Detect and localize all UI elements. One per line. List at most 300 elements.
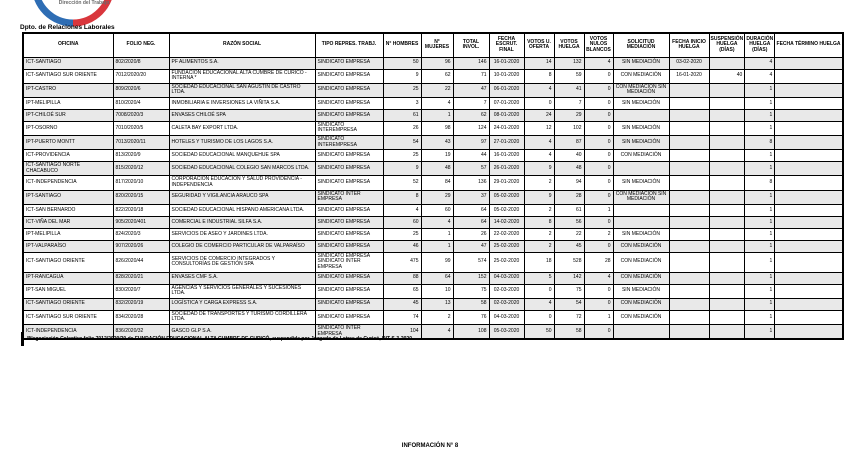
- cell-duracion: 1: [745, 216, 775, 228]
- cell-tipo: SINDICATO EMPRESA: [315, 162, 383, 176]
- cell-oficina: IPT-VALPARAÍSO: [23, 240, 113, 252]
- cell-votos_nulos: 0: [584, 69, 613, 83]
- cell-votos_nulos: 0: [584, 240, 613, 252]
- cell-oficina: IPT-PUERTO MONTT: [23, 136, 113, 150]
- table-body: [23, 57, 843, 339]
- cell-tipo: SINDICATO EMPRESA: [315, 109, 383, 121]
- cell-votos_huelga: 59: [554, 69, 584, 83]
- cell-total: 64: [453, 216, 489, 228]
- cell-votos_oferta: 2: [524, 228, 554, 240]
- cell-votos_huelga: 528: [554, 252, 584, 272]
- cell-oficina: IPT-MELIPILLA: [23, 228, 113, 240]
- cell-suspension: [709, 228, 745, 240]
- cell-hombres: 25: [383, 228, 421, 240]
- cell-folio: 828/2020/21: [113, 272, 169, 284]
- cell-suspension: [709, 240, 745, 252]
- cell-votos_oferta: 12: [524, 121, 554, 135]
- cell-duracion: 1: [745, 190, 775, 204]
- cell-duracion: 8: [745, 176, 775, 190]
- cell-duracion: 1: [745, 204, 775, 216]
- cell-mujeres: 64: [421, 272, 453, 284]
- column-header-tipo: TIPO REPRES. TRABJ.: [315, 33, 383, 57]
- cell-fecha_inicio: [669, 216, 709, 228]
- column-header-votos_nulos: VOTOS NULOS BLANCOS: [584, 33, 613, 57]
- cell-total: 44: [453, 150, 489, 162]
- cell-mujeres: 1: [421, 228, 453, 240]
- cell-solicitud: CON MEDIACIÓN: [613, 69, 669, 83]
- cell-mujeres: 1: [421, 109, 453, 121]
- cell-mujeres: 84: [421, 176, 453, 190]
- cell-mujeres: 99: [421, 252, 453, 272]
- cell-total: 47: [453, 83, 489, 97]
- cell-fecha_inicio: [669, 240, 709, 252]
- cell-razon: COMERCIAL E INDUSTRIAL SILFA S.A.: [169, 216, 315, 228]
- cell-folio: 822/2020/18: [113, 204, 169, 216]
- table-row: [23, 176, 843, 190]
- cell-solicitud: CON MEDIACIÓN: [613, 252, 669, 272]
- cell-fecha_termino: [775, 272, 843, 284]
- cell-fecha_escrut: 02-03-2020: [489, 298, 524, 310]
- cell-votos_huelga: 28: [554, 190, 584, 204]
- cell-solicitud: CON MEDIACIÓN: [613, 272, 669, 284]
- cell-duracion: 1: [745, 284, 775, 298]
- cell-suspension: 40: [709, 69, 745, 83]
- cell-votos_nulos: 0: [584, 190, 613, 204]
- cell-folio: 7008/2020/3: [113, 109, 169, 121]
- cell-oficina: ICT-SANTIAGO: [23, 57, 113, 69]
- cell-mujeres: 19: [421, 150, 453, 162]
- cell-duracion: 1: [745, 162, 775, 176]
- cell-fecha_escrut: 24-01-2020: [489, 121, 524, 135]
- column-header-votos_oferta: VOTOS U. OFERTA: [524, 33, 554, 57]
- footnote: *Negociación Colectiva folio 7012/2020/20 de FUNDACIÓN EDUCACIONAL ALTA CUMBRE DE CURICÓ, suspendida por Juzgado de Letras de Curicó, RIT S-3-2020: [21, 332, 412, 346]
- cell-tipo: SINDICATO EMPRESA: [315, 69, 383, 83]
- cell-votos_nulos: 0: [584, 324, 613, 339]
- cell-folio: 7010/2020/5: [113, 121, 169, 135]
- cell-suspension: [709, 150, 745, 162]
- cell-oficina: ICT-SANTIAGO NORTE CHACABUCO: [23, 162, 113, 176]
- cell-fecha_termino: [775, 176, 843, 190]
- cell-total: 136: [453, 176, 489, 190]
- cell-votos_nulos: 0: [584, 121, 613, 135]
- cell-votos_huelga: 58: [554, 324, 584, 339]
- cell-folio: 7013/2020/11: [113, 136, 169, 150]
- cell-fecha_termino: [775, 228, 843, 240]
- table-row: [23, 310, 843, 324]
- cell-tipo: SINDICATO EMPRESA SINDICATO INTER EMPRESA: [315, 252, 383, 272]
- cell-votos_oferta: 4: [524, 150, 554, 162]
- cell-folio: 824/2020/3: [113, 228, 169, 240]
- table-row: [23, 204, 843, 216]
- report-table: [22, 32, 844, 340]
- cell-tipo: SINDICATO EMPRESA: [315, 228, 383, 240]
- cell-suspension: [709, 298, 745, 310]
- cell-fecha_escrut: 07-01-2020: [489, 97, 524, 109]
- cell-fecha_termino: [775, 252, 843, 272]
- cell-total: 97: [453, 136, 489, 150]
- column-header-votos_huelga: VOTOS HUELGA: [554, 33, 584, 57]
- cell-votos_nulos: 2: [584, 228, 613, 240]
- cell-fecha_termino: [775, 216, 843, 228]
- table-row: [23, 136, 843, 150]
- cell-solicitud: SIN MEDIACIÓN: [613, 136, 669, 150]
- cell-votos_huelga: 94: [554, 176, 584, 190]
- cell-mujeres: 48: [421, 162, 453, 176]
- cell-oficina: ICT-SANTIAGO ORIENTE: [23, 252, 113, 272]
- cell-mujeres: 1: [421, 240, 453, 252]
- column-header-mujeres: N° MUJERES: [421, 33, 453, 57]
- cell-hombres: 46: [383, 240, 421, 252]
- cell-razon: FUNDACIÓN EDUCACIONAL ALTA CUMBRE DE CURICÓ - INTERNA *: [169, 69, 315, 83]
- cell-fecha_termino: [775, 204, 843, 216]
- cell-solicitud: SIN MEDIACIÓN: [613, 228, 669, 240]
- cell-hombres: 88: [383, 272, 421, 284]
- cell-votos_huelga: 61: [554, 204, 584, 216]
- cell-hombres: 65: [383, 284, 421, 298]
- cell-hombres: 9: [383, 69, 421, 83]
- cell-hombres: 26: [383, 121, 421, 135]
- cell-votos_oferta: 5: [524, 272, 554, 284]
- cell-fecha_inicio: [669, 109, 709, 121]
- cell-votos_huelga: 132: [554, 57, 584, 69]
- cell-votos_nulos: 0: [584, 83, 613, 97]
- cell-tipo: SINDICATO INTEREMPRESA: [315, 121, 383, 135]
- cell-fecha_inicio: [669, 176, 709, 190]
- cell-oficina: ICT-SANTIAGO SUR ORIENTE: [23, 310, 113, 324]
- column-header-folio: FOLIO NEG.: [113, 33, 169, 57]
- cell-hombres: 104: [383, 324, 421, 339]
- cell-votos_nulos: 1: [584, 204, 613, 216]
- cell-duracion: 1: [745, 150, 775, 162]
- cell-oficina: IPT-RANCAGUA: [23, 272, 113, 284]
- cell-razon: HOTELES Y TURISMO DE LOS LAGOS S.A.: [169, 136, 315, 150]
- cell-tipo: SINDICATO INTEREMPRESA: [315, 136, 383, 150]
- cell-total: 58: [453, 298, 489, 310]
- cell-fecha_inicio: [669, 150, 709, 162]
- cell-fecha_termino: [775, 121, 843, 135]
- cell-votos_huelga: 40: [554, 150, 584, 162]
- cell-folio: 802/2020/8: [113, 57, 169, 69]
- cell-folio: 832/2020/19: [113, 298, 169, 310]
- table-header-row: [23, 33, 843, 57]
- cell-votos_nulos: 0: [584, 136, 613, 150]
- cell-fecha_termino: [775, 298, 843, 310]
- cell-duracion: 1: [745, 83, 775, 97]
- cell-fecha_escrut: 05-02-2020: [489, 190, 524, 204]
- cell-solicitud: CON MEDIACIÓN SIN MEDIACIÓN: [613, 83, 669, 97]
- cell-fecha_inicio: [669, 121, 709, 135]
- cell-fecha_inicio: [669, 310, 709, 324]
- cell-hombres: 25: [383, 83, 421, 97]
- cell-folio: 905/2020/401: [113, 216, 169, 228]
- cell-votos_huelga: 22: [554, 228, 584, 240]
- cell-solicitud: SIN MEDIACIÓN: [613, 121, 669, 135]
- cell-razon: SERVICIOS DE ASEO Y JARDINES LTDA.: [169, 228, 315, 240]
- cell-hombres: 4: [383, 204, 421, 216]
- cell-tipo: SINDICATO INTER EMPRESA: [315, 324, 383, 339]
- cell-votos_oferta: 0: [524, 310, 554, 324]
- cell-suspension: [709, 284, 745, 298]
- cell-votos_nulos: 0: [584, 298, 613, 310]
- table-row: [23, 216, 843, 228]
- page-title: Dpto. de Relaciones Laborales: [20, 24, 115, 31]
- cell-fecha_inicio: 16-01-2020: [669, 69, 709, 83]
- cell-solicitud: CON MEDIACIÓN: [613, 240, 669, 252]
- cell-votos_oferta: 50: [524, 324, 554, 339]
- cell-total: 146: [453, 57, 489, 69]
- cell-folio: 7012/2020/20: [113, 69, 169, 83]
- cell-fecha_escrut: 04-03-2020: [489, 310, 524, 324]
- cell-votos_oferta: 4: [524, 136, 554, 150]
- table-row: [23, 252, 843, 272]
- cell-oficina: ICT-SAN BERNARDO: [23, 204, 113, 216]
- cell-suspension: [709, 176, 745, 190]
- cell-fecha_termino: [775, 150, 843, 162]
- cell-fecha_termino: [775, 324, 843, 339]
- cell-votos_huelga: 45: [554, 240, 584, 252]
- cell-solicitud: [613, 324, 669, 339]
- cell-votos_huelga: 87: [554, 136, 584, 150]
- cell-votos_oferta: 4: [524, 83, 554, 97]
- cell-oficina: IPT-SANTIAGO: [23, 190, 113, 204]
- cell-suspension: [709, 190, 745, 204]
- cell-suspension: [709, 204, 745, 216]
- cell-razon: CALETA BAY EXPORT LTDA.: [169, 121, 315, 135]
- cell-fecha_inicio: [669, 190, 709, 204]
- cell-fecha_escrut: 10-01-2020: [489, 69, 524, 83]
- cell-mujeres: 10: [421, 284, 453, 298]
- cell-mujeres: 13: [421, 298, 453, 310]
- table-row: [23, 97, 843, 109]
- cell-fecha_escrut: 27-01-2020: [489, 136, 524, 150]
- cell-fecha_escrut: 05-03-2020: [489, 324, 524, 339]
- cell-folio: 813/2020/9: [113, 150, 169, 162]
- cell-votos_nulos: 1: [584, 310, 613, 324]
- cell-duracion: 1: [745, 109, 775, 121]
- cell-solicitud: SIN MEDIACIÓN: [613, 97, 669, 109]
- cell-suspension: [709, 324, 745, 339]
- table-row: [23, 162, 843, 176]
- cell-duracion: 1: [745, 121, 775, 135]
- cell-oficina: ICT-INDEPENDENCIA: [23, 176, 113, 190]
- cell-votos_nulos: 28: [584, 252, 613, 272]
- cell-fecha_inicio: [669, 284, 709, 298]
- table-row: [23, 150, 843, 162]
- cell-suspension: [709, 57, 745, 69]
- cell-folio: 834/2020/28: [113, 310, 169, 324]
- cell-tipo: SINDICATO EMPRESA: [315, 240, 383, 252]
- table-row: [23, 228, 843, 240]
- cell-oficina: IPT-CHILOÉ SUR: [23, 109, 113, 121]
- cell-folio: 830/2020/7: [113, 284, 169, 298]
- cell-razon: INMOBILIARIA E INVERSIONES LA VIÑITA S.A.: [169, 97, 315, 109]
- cell-mujeres: 22: [421, 83, 453, 97]
- cell-fecha_inicio: [669, 136, 709, 150]
- cell-suspension: [709, 136, 745, 150]
- cell-fecha_escrut: 22-02-2020: [489, 228, 524, 240]
- cell-votos_huelga: 29: [554, 109, 584, 121]
- cell-suspension: [709, 162, 745, 176]
- cell-razon: GASCO GLP S.A.: [169, 324, 315, 339]
- cell-votos_oferta: 4: [524, 298, 554, 310]
- cell-votos_oferta: 9: [524, 190, 554, 204]
- cell-folio: 836/2020/32: [113, 324, 169, 339]
- cell-fecha_escrut: 08-01-2020: [489, 109, 524, 121]
- cell-razon: SERVICIOS DE COMERCIO INTEGRADOS Y CONSULTORÍAS DE GESTIÓN SPA: [169, 252, 315, 272]
- cell-votos_huelga: 41: [554, 83, 584, 97]
- cell-folio: 815/2020/12: [113, 162, 169, 176]
- cell-hombres: 8: [383, 190, 421, 204]
- cell-hombres: 9: [383, 162, 421, 176]
- cell-solicitud: [613, 162, 669, 176]
- cell-votos_oferta: 24: [524, 109, 554, 121]
- cell-total: 108: [453, 324, 489, 339]
- cell-oficina: IPT-CASTRO: [23, 83, 113, 97]
- cell-suspension: [709, 97, 745, 109]
- cell-total: 62: [453, 109, 489, 121]
- cell-votos_oferta: 0: [524, 97, 554, 109]
- column-header-hombres: N° HOMBRES: [383, 33, 421, 57]
- cell-votos_nulos: 0: [584, 216, 613, 228]
- cell-votos_oferta: 0: [524, 284, 554, 298]
- cell-fecha_termino: [775, 97, 843, 109]
- cell-hombres: 61: [383, 109, 421, 121]
- cell-suspension: [709, 121, 745, 135]
- table-row: [23, 298, 843, 310]
- cell-oficina: IPT-MELIPILLA: [23, 97, 113, 109]
- cell-solicitud: CON MEDIACIÓN SIN MEDIACIÓN: [613, 190, 669, 204]
- cell-duracion: 4: [745, 69, 775, 83]
- cell-fecha_escrut: 25-02-2020: [489, 240, 524, 252]
- cell-razon: PF ALIMENTOS S.A.: [169, 57, 315, 69]
- cell-fecha_termino: [775, 69, 843, 83]
- cell-votos_huelga: 142: [554, 272, 584, 284]
- cell-razon: LOGÍSTICA Y CARGA EXPRESS S.A.: [169, 298, 315, 310]
- cell-votos_oferta: 18: [524, 252, 554, 272]
- cell-oficina: ICT-VIÑA DEL MAR: [23, 216, 113, 228]
- cell-votos_nulos: 0: [584, 176, 613, 190]
- cell-fecha_inicio: [669, 162, 709, 176]
- cell-votos_oferta: 2: [524, 204, 554, 216]
- cell-mujeres: 96: [421, 57, 453, 69]
- cell-votos_nulos: 0: [584, 97, 613, 109]
- cell-solicitud: [613, 216, 669, 228]
- cell-solicitud: [613, 204, 669, 216]
- table-row: [23, 69, 843, 83]
- cell-tipo: SINDICATO EMPRESA: [315, 176, 383, 190]
- cell-razon: ENVASES CHILOÉ SPA: [169, 109, 315, 121]
- cell-votos_oferta: 14: [524, 57, 554, 69]
- cell-solicitud: SIN MEDIACIÓN: [613, 57, 669, 69]
- cell-fecha_termino: [775, 190, 843, 204]
- cell-votos_nulos: 0: [584, 150, 613, 162]
- cell-tipo: SINDICATO EMPRESA: [315, 310, 383, 324]
- cell-votos_huelga: 102: [554, 121, 584, 135]
- cell-hombres: 25: [383, 150, 421, 162]
- column-header-solicitud: SOLICITUD MEDIACIÓN: [613, 33, 669, 57]
- cell-razon: SOCIEDAD EDUCACIONAL SAN AGUSTÍN DE CASTRO LTDA.: [169, 83, 315, 97]
- table-row: [23, 83, 843, 97]
- cell-total: 124: [453, 121, 489, 135]
- cell-oficina: ICT-PROVIDENCIA: [23, 150, 113, 162]
- cell-total: 75: [453, 284, 489, 298]
- cell-votos_nulos: 0: [584, 284, 613, 298]
- cell-folio: 820/2020/15: [113, 190, 169, 204]
- cell-tipo: SINDICATO EMPRESA: [315, 150, 383, 162]
- cell-tipo: SINDICATO EMPRESA: [315, 272, 383, 284]
- cell-razon: ENVASES CMF S.A.: [169, 272, 315, 284]
- cell-fecha_inicio: 03-02-2020: [669, 57, 709, 69]
- cell-duracion: 4: [745, 57, 775, 69]
- cell-votos_huelga: 75: [554, 284, 584, 298]
- cell-total: 71: [453, 69, 489, 83]
- table-row: [23, 57, 843, 69]
- cell-fecha_inicio: [669, 324, 709, 339]
- cell-fecha_inicio: [669, 83, 709, 97]
- column-header-duracion: DURACIÓN HUELGA (DÍAS): [745, 33, 775, 57]
- cell-hombres: 50: [383, 57, 421, 69]
- cell-tipo: SINDICATO EMPRESA: [315, 57, 383, 69]
- cell-duracion: 1: [745, 97, 775, 109]
- cell-hombres: 74: [383, 310, 421, 324]
- cell-solicitud: CON MEDIACIÓN: [613, 310, 669, 324]
- cell-folio: 907/2020/26: [113, 240, 169, 252]
- cell-suspension: [709, 83, 745, 97]
- cell-fecha_escrut: 16-01-2020: [489, 150, 524, 162]
- cell-tipo: SINDICATO EMPRESA: [315, 298, 383, 310]
- cell-oficina: IPT-SAN MIGUEL: [23, 284, 113, 298]
- cell-fecha_termino: [775, 162, 843, 176]
- cell-razon: CORPORACIÓN EDUCACIÓN Y SALUD PROVIDENCIA - INDEPENDENCIA: [169, 176, 315, 190]
- cell-hombres: 45: [383, 298, 421, 310]
- cell-fecha_escrut: 02-03-2020: [489, 284, 524, 298]
- cell-fecha_inicio: [669, 204, 709, 216]
- cell-tipo: SINDICATO INTER EMPRESA: [315, 190, 383, 204]
- cell-mujeres: 4: [421, 97, 453, 109]
- cell-mujeres: 98: [421, 121, 453, 135]
- cell-votos_huelga: 48: [554, 162, 584, 176]
- cell-solicitud: CON MEDIACIÓN: [613, 298, 669, 310]
- cell-votos_nulos: 4: [584, 272, 613, 284]
- cell-votos_huelga: 54: [554, 298, 584, 310]
- cell-duracion: 1: [745, 228, 775, 240]
- table-head: [23, 33, 843, 57]
- cell-total: 76: [453, 310, 489, 324]
- cell-mujeres: 2: [421, 310, 453, 324]
- page-footer: INFORMACIÓN N° 8: [401, 443, 459, 449]
- cell-fecha_inicio: [669, 228, 709, 240]
- cell-mujeres: 4: [421, 324, 453, 339]
- cell-fecha_inicio: [669, 97, 709, 109]
- cell-votos_huelga: 7: [554, 97, 584, 109]
- cell-duracion: 1: [745, 310, 775, 324]
- cell-razon: SOCIEDAD EDUCACIONAL COLEGIO SAN MARCOS LTDA.: [169, 162, 315, 176]
- cell-fecha_escrut: 14-02-2020: [489, 216, 524, 228]
- table-row: [23, 284, 843, 298]
- cell-mujeres: 43: [421, 136, 453, 150]
- cell-mujeres: 60: [421, 204, 453, 216]
- column-header-fecha_termino: FECHA TÉRMINO HUELGA: [775, 33, 843, 57]
- cell-solicitud: CON MEDIACIÓN: [613, 150, 669, 162]
- cell-votos_nulos: 4: [584, 57, 613, 69]
- cell-total: 47: [453, 240, 489, 252]
- cell-suspension: [709, 216, 745, 228]
- cell-total: 574: [453, 252, 489, 272]
- cell-fecha_termino: [775, 240, 843, 252]
- cell-fecha_escrut: 26-01-2020: [489, 162, 524, 176]
- cell-total: 7: [453, 97, 489, 109]
- cell-duracion: 1: [745, 324, 775, 339]
